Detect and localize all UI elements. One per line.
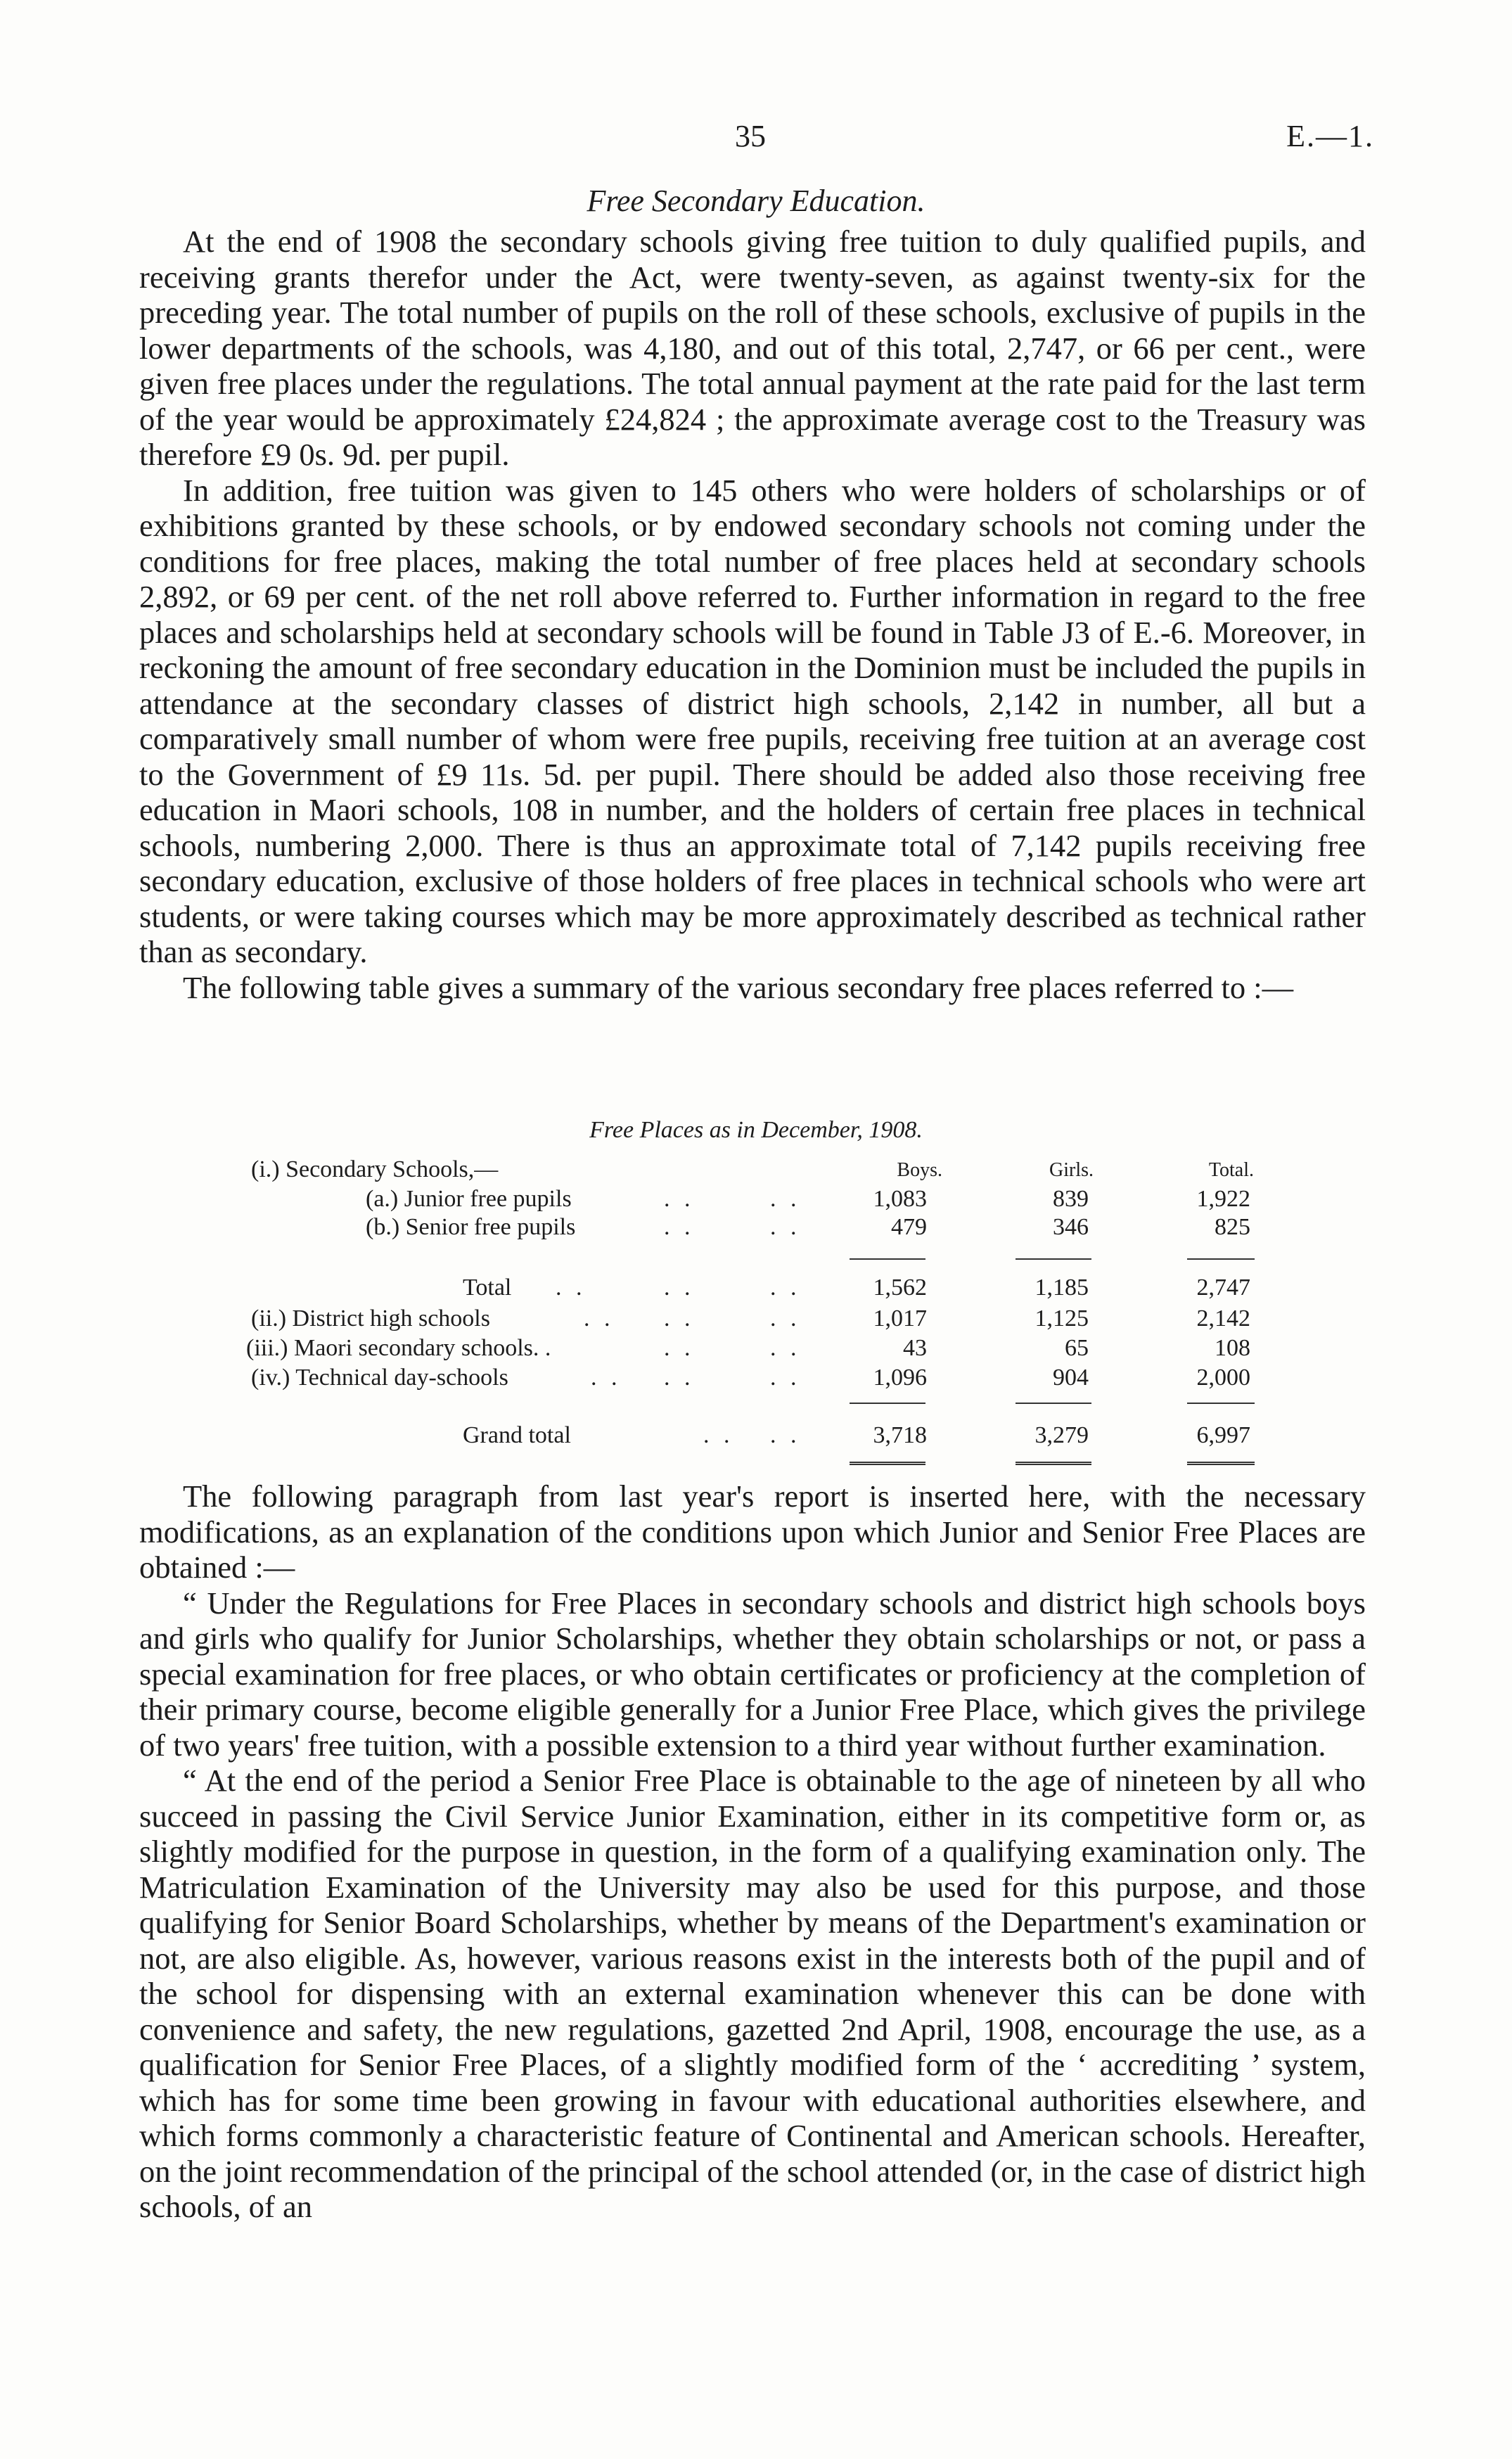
leader-dots: . .	[556, 1275, 587, 1301]
cell-boys: 1,562	[873, 1275, 927, 1301]
leader-dots: . .	[770, 1422, 801, 1448]
row-label: (iv.) Technical day-schools	[251, 1365, 508, 1391]
paragraph: The following paragraph from last year's report is inserted here, with the necessary modifications, as an explanation of the conditions upon which Junior and Senior Free Places are obtained :—	[139, 1478, 1366, 1585]
leader-dots: . .	[664, 1214, 695, 1240]
subtotal-rule	[850, 1258, 925, 1260]
cell-total: 108	[1215, 1335, 1250, 1361]
quoted-paragraph: “ Under the Regulations for Free Places in secondary schools and district high schools boys and girls who qualify for Junior Scholarships, whether they obtain scholarships or not, or pass a special examination for free places, or who obtain certificates or proficiency at the completion of their primary course, become eligible generally for a Junior Free Place, which gives the privilege of two years' free tuition, with a possible extension to a third year without further examination.	[139, 1585, 1366, 1763]
cell-boys: 43	[903, 1335, 927, 1361]
section-title: Free Secondary Education.	[587, 184, 925, 218]
leader-dots: . .	[584, 1305, 615, 1331]
cell-girls: 839	[1053, 1186, 1089, 1212]
cell-boys: 1,096	[873, 1365, 927, 1391]
row-label: Total	[463, 1275, 512, 1301]
leader-dots: . .	[664, 1275, 695, 1301]
explanation-text	[139, 1478, 1366, 2225]
cell-boys: 3,718	[873, 1422, 927, 1448]
header-girls: Girls.	[1049, 1159, 1094, 1181]
closing-rule	[850, 1462, 925, 1465]
row-label: (iii.) Maori secondary schools. .	[246, 1335, 551, 1361]
cell-girls: 904	[1053, 1365, 1089, 1391]
row-label: Grand total	[463, 1422, 571, 1448]
header-total: Total.	[1208, 1159, 1254, 1181]
leader-dots: . .	[664, 1305, 695, 1331]
header-boys: Boys.	[897, 1159, 942, 1181]
closing-rule	[1187, 1462, 1255, 1465]
row-label: (ii.) District high schools	[251, 1305, 490, 1331]
group-label: (i.) Secondary Schools,—	[251, 1156, 499, 1182]
closing-rule	[1016, 1462, 1091, 1465]
subtotal-rule	[1016, 1258, 1091, 1260]
leader-dots: . .	[770, 1365, 801, 1391]
paragraph: In addition, free tuition was given to 145 others who were holders of scholarships or of exhibitions granted by these schools, or by endowed secondary schools not coming under the conditions for free places, making the total number of free places held at secondary schools 2,892, or 69 per cent. of the net roll above referred to. Further information in regard to the free places and scholarships held at secondary schools will be found in Table J3 of E.-6. Moreover, in reckoning the amount of free secondary education in the Dominion must be included the pupils in attendance at the secondary classes of district high schools, 2,142 in number, all but a comparatively small number of whom were free pupils, receiving free tuition at an average cost to the Government of £9 11s. 5d. per pupil. There should be added also those receiving free education in Maori schools, 108 in number, and the holders of certain free places in technical schools, numbering 2,000. There is thus an approximate total of 7,142 pupils receiving free secondary education, exclusive of those holders of free places in technical schools who were art students, or were taking courses which may be more approximately described as technical rather than as secondary.	[139, 472, 1366, 969]
cell-girls: 65	[1065, 1335, 1089, 1361]
leader-dots: . .	[770, 1214, 801, 1240]
leader-dots: . .	[770, 1335, 801, 1361]
cell-total: 2,747	[1196, 1275, 1250, 1301]
leader-dots: . .	[664, 1186, 695, 1212]
intro-text	[139, 224, 1366, 1005]
cell-girls: 3,279	[1034, 1422, 1089, 1448]
cell-total: 2,142	[1196, 1305, 1250, 1331]
leader-dots: . .	[703, 1422, 734, 1448]
leader-dots: . .	[591, 1365, 622, 1391]
leader-dots: . .	[664, 1335, 695, 1361]
leader-dots: . .	[770, 1305, 801, 1331]
cell-total: 2,000	[1196, 1365, 1250, 1391]
cell-girls: 1,185	[1034, 1275, 1089, 1301]
cell-girls: 1,125	[1034, 1305, 1089, 1331]
paragraph: The following table gives a summary of the various secondary free places referred to :—	[183, 969, 1294, 1005]
cell-total: 825	[1215, 1214, 1250, 1240]
paragraph: At the end of 1908 the secondary schools giving free tuition to duly qualified pupils, and receiving grants therefor under the Act, were twenty-seven, as against twenty-six for the preceding year. The total number of pupils on the roll of these schools, exclusive of pupils in the lower departments of the schools, was 4,180, and out of this total, 2,747, or 66 per cent., were given free places under the regulations. The total annual payment at the rate paid for the last term of the year would be approximately £24,824 ; the approximate average cost to the Treasury was therefore £9 0s. 9d. per pupil.	[139, 224, 1366, 472]
cell-boys: 1,083	[873, 1186, 927, 1212]
row-label: (b.) Senior free pupils	[366, 1214, 576, 1240]
leader-dots: . .	[770, 1186, 801, 1212]
cell-total: 1,922	[1196, 1186, 1250, 1212]
cell-total: 6,997	[1196, 1422, 1250, 1448]
row-label: (a.) Junior free pupils	[366, 1186, 572, 1212]
grand-total-rule	[1187, 1403, 1255, 1404]
subtotal-rule	[1187, 1258, 1255, 1260]
cell-boys: 479	[891, 1214, 927, 1240]
grand-total-rule	[850, 1403, 925, 1404]
free-places-table	[0, 1151, 1512, 1474]
report-code: E.—1.	[1286, 119, 1374, 153]
quoted-paragraph: “ At the end of the period a Senior Free Place is obtainable to the age of nineteen by all who succeed in passing the Civil Service Junior Examination, either in its competitive form or, as slightly modified for the purpose in question, in the form of a qualifying examination only. The Matriculation Examination of the University may also be used for this purpose, and those qualifying for Senior Board Scholarships, whether by means of the Department's examination or not, are also eligible. As, however, various reasons exist in the interests both of the pupil and of the school for dispensing with an external examination whenever this can be done with convenience and safety, the new regulations, gazetted 2nd April, 1908, encourage the use, as a qualification for Senior Free Places, of a slightly modified form of the ‘ accrediting ’ system, which has for some time been growing in favour with educational authorities elsewhere, and which forms commonly a characteristic feature of Continental and American schools. Hereafter, on the joint recommendation of the principal of the school attended (or, in the case of district high schools, of an	[139, 1763, 1366, 2224]
cell-boys: 1,017	[873, 1305, 927, 1331]
leader-dots: . .	[770, 1275, 801, 1301]
page-number: 35	[735, 119, 766, 153]
cell-girls: 346	[1053, 1214, 1089, 1240]
leader-dots: . .	[664, 1365, 695, 1391]
table-caption: Free Places as in December, 1908.	[589, 1117, 923, 1143]
grand-total-rule	[1016, 1403, 1091, 1404]
